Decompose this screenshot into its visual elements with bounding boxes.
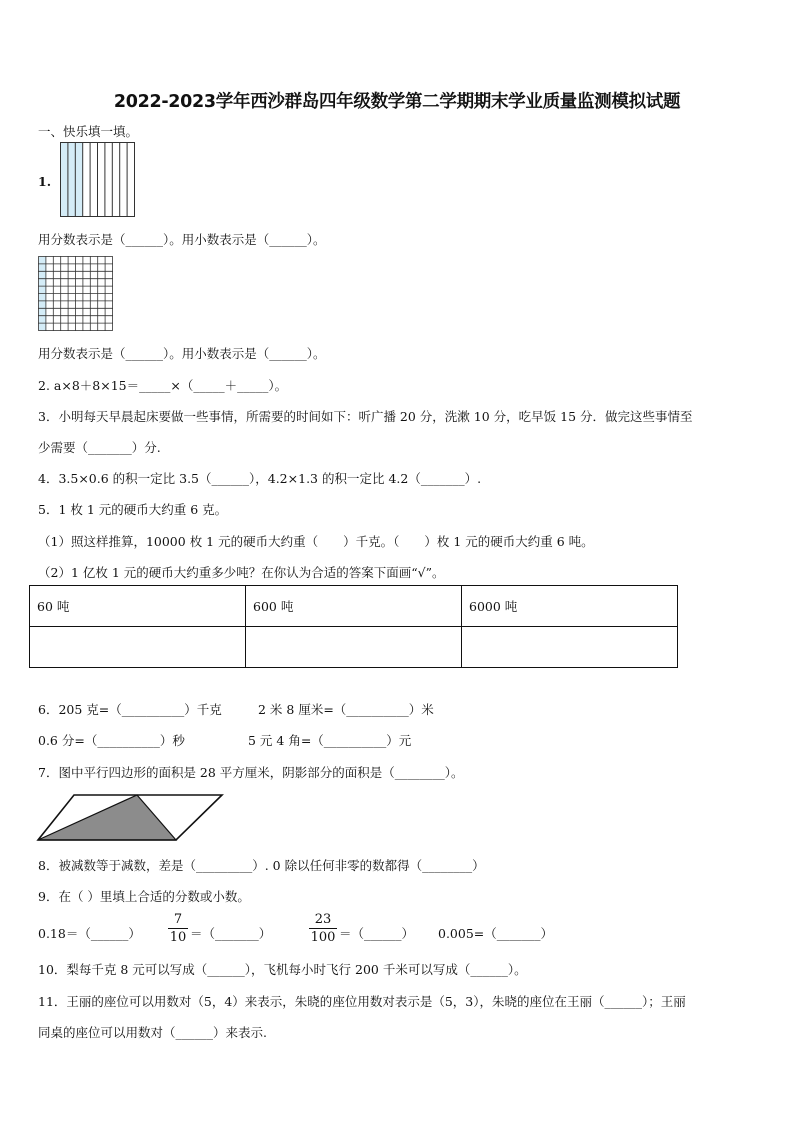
- q9-item4: 0.005=（_______）: [438, 926, 554, 941]
- q6-line2a: 0.6 分=（__________）秒: [38, 733, 185, 748]
- q2-number: 2.: [38, 378, 50, 393]
- table-row: [30, 627, 678, 668]
- q7-parallelogram-figure: [36, 793, 226, 843]
- q9-eq1: ＝（_______）: [190, 926, 272, 941]
- q9-fraction1: [168, 912, 188, 945]
- q1-strip-shaded: [61, 143, 83, 217]
- q2-text: [38, 376, 287, 394]
- answer-cell-60[interactable]: [30, 627, 246, 668]
- fraction-numerator: 23: [314, 912, 332, 927]
- q3-line2: 少需要（_______）分.: [38, 440, 161, 455]
- q7-shaded-triangle: [38, 795, 176, 840]
- q8-text: 8．被减数等于减数，差是（_________）. 0 除以任何非零的数都得（________）: [38, 858, 485, 873]
- q5-head: 5．1 枚 1 元的硬币大约重 6 克。: [38, 502, 228, 517]
- q9-eq2: ＝（______）: [339, 926, 415, 941]
- option-60: 60 吨: [30, 586, 246, 627]
- q6-line1a: 6．205 克=（__________）千克: [38, 702, 222, 717]
- q9-fraction2: [309, 912, 337, 945]
- answer-cell-600[interactable]: [246, 627, 462, 668]
- q5-sub2: （2）1 亿枚 1 元的硬币大约重多少吨？在你认为合适的答案下面画“√”。: [38, 565, 445, 580]
- q1-answer-line-b: 用分数表示是（______）。用小数表示是（______）。: [38, 346, 326, 361]
- option-6000: 6000 吨: [462, 586, 678, 627]
- answer-cell-6000[interactable]: [462, 627, 678, 668]
- q1-number: 1.: [38, 174, 52, 189]
- q11-line2: 同桌的座位可以用数对（______）来表示.: [38, 1025, 267, 1040]
- section-heading: 一、快乐填一填。: [38, 124, 139, 139]
- q5-choice-table: [29, 585, 678, 668]
- q11-line1: 11．王丽的座位可以用数对（5，4）来表示，朱晓的座位用数对表示是（5，3），朱晓的座位在王丽（______）；王丽: [38, 994, 686, 1009]
- fraction-denominator: 100: [310, 930, 336, 945]
- q6-line1b: 2 米 8 厘米=（__________）米: [258, 702, 434, 717]
- q6-line2b: 5 元 4 角=（__________）元: [248, 733, 412, 748]
- q9-head: 9．在（ ）里填上合适的分数或小数。: [38, 889, 250, 904]
- q5-sub1: （1）照这样推算，10000 枚 1 元的硬币大约重（ ）千克。（ ）枚 1 元的硬币大约重 6 吨。: [38, 534, 594, 549]
- q3-line1: 3．小明每天早晨起床要做一些事情，所需要的时间如下：听广播 20 分，洗漱 10 分，吃早饭 15 分．做完这些事情至: [38, 409, 693, 424]
- option-600: 600 吨: [246, 586, 462, 627]
- q9-item1: 0.18＝（______）: [38, 926, 141, 941]
- q1-grid-figure: [38, 256, 115, 333]
- page-title: 2022-2023学年西沙群岛四年级数学第二学期期末学业质量监测模拟试题: [113, 92, 681, 112]
- q2-expression: a×8＋8×15＝_____×（_____＋_____）。: [53, 378, 288, 393]
- q7-text: 7．图中平行四边形的面积是 28 平方厘米，阴影部分的面积是（________）。: [38, 765, 464, 780]
- fraction-numerator: 7: [173, 912, 183, 927]
- table-row: [30, 586, 678, 627]
- q1-answer-line-a: 用分数表示是（______）。用小数表示是（______）。: [38, 232, 326, 247]
- fraction-denominator: 10: [169, 930, 187, 945]
- q10-text: 10．梨每千克 8 元可以写成（______），飞机每小时飞行 200 千米可以写成（______）。: [38, 962, 527, 977]
- q4-text: 4．3.5×0.6 的积一定比 3.5（______），4.2×1.3 的积一定比 4.2（_______）.: [38, 471, 482, 486]
- q1-strip-figure: [60, 142, 136, 218]
